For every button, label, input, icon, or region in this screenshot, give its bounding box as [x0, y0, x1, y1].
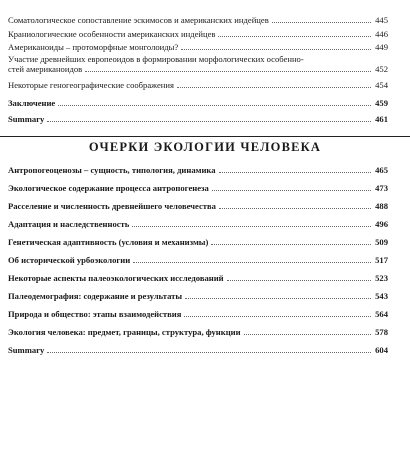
- entry-page: 578: [375, 327, 388, 337]
- dot-leader: [184, 316, 371, 317]
- entry-title: Генетическая адаптивность (условия и механизмы): [8, 237, 209, 247]
- dot-leader: [218, 36, 371, 37]
- dot-leader: [185, 298, 371, 299]
- entry-page: 496: [375, 219, 388, 229]
- entry-page: 564: [375, 309, 388, 319]
- section-divider: [0, 136, 410, 137]
- entry-title: Антропогеоценозы – сущность, типология, динамика: [8, 165, 216, 175]
- entry-title: Некоторые аспекты палеоэкологических исследований: [8, 273, 224, 283]
- dot-leader: [219, 208, 371, 209]
- dot-leader: [211, 244, 371, 245]
- entry-title: Некоторые геногеографические соображения: [8, 80, 174, 90]
- entry-page: 604: [375, 345, 388, 355]
- entry-title: Экология человека: предмет, границы, структура, функции: [8, 327, 241, 337]
- entry-page: 452: [375, 63, 388, 74]
- dot-leader: [133, 262, 371, 263]
- entry-page: 449: [375, 42, 388, 52]
- toc-entry: [8, 165, 388, 175]
- toc-entry: [8, 291, 388, 301]
- toc-entry: [8, 327, 388, 337]
- toc-entry: [8, 29, 388, 39]
- dot-leader: [47, 121, 371, 122]
- entry-title: Природа и общество: этапы взаимодействия: [8, 309, 182, 319]
- toc-entry: [8, 237, 388, 247]
- entry-page: 473: [375, 183, 388, 193]
- section-heading: ОЧЕРКИ ЭКОЛОГИИ ЧЕЛОВЕКА: [88, 140, 322, 154]
- toc-entry: [8, 183, 388, 193]
- entry-page: 446: [375, 29, 388, 39]
- dot-leader: [132, 226, 371, 227]
- dot-leader: [58, 105, 371, 106]
- toc-entry: [8, 255, 388, 265]
- dot-leader: [272, 22, 371, 23]
- entry-page: 509: [375, 237, 388, 247]
- toc-entry-wrapped: [8, 55, 388, 74]
- entry-page: 488: [375, 201, 388, 211]
- toc-entry: [8, 80, 388, 90]
- toc-entry: [8, 309, 388, 319]
- entry-title: Соматологическое сопоставление эскимосов и американских индейцев: [8, 15, 269, 25]
- toc-entry-summary: [8, 114, 388, 124]
- entry-title: Об исторической урбоэкологии: [8, 255, 131, 265]
- toc-entry: [8, 42, 388, 52]
- entry-page: 465: [375, 165, 388, 175]
- entry-page: 454: [375, 80, 388, 90]
- entry-page: 523: [375, 273, 388, 283]
- entry-page: 543: [375, 291, 388, 301]
- entry-title: Summary: [8, 114, 45, 124]
- dot-leader: [177, 87, 371, 88]
- toc-entry: [8, 219, 388, 229]
- entry-title-line2: стей американоидов: [8, 63, 83, 74]
- entry-title: Адаптация и наследственность: [8, 219, 130, 229]
- entry-title-line1: Участие древнейших европеоидов в формировании морфологических особенно-: [8, 54, 304, 64]
- dot-leader: [85, 71, 371, 72]
- entry-page: 461: [375, 114, 388, 124]
- toc-entry: [8, 201, 388, 211]
- toc-entry: [8, 345, 388, 355]
- entry-title: Summary: [8, 345, 45, 355]
- entry-title: Американоиды – протоморфные монголоиды?: [8, 42, 179, 52]
- entry-title: Палеодемография: содержание и результаты: [8, 291, 183, 301]
- dot-leader: [47, 352, 371, 353]
- entry-title: Краниологические особенности американских индейцев: [8, 29, 216, 39]
- entry-page: 517: [375, 255, 388, 265]
- entry-title: Экологическое содержание процесса антропогенеза: [8, 183, 209, 193]
- dot-leader: [212, 190, 371, 191]
- toc-entry: [8, 273, 388, 283]
- dot-leader: [227, 280, 371, 281]
- toc-entry-conclusion: [8, 98, 388, 108]
- dot-leader: [181, 49, 371, 50]
- toc-entry: [8, 15, 388, 25]
- entry-title: Заключение: [8, 98, 56, 108]
- entry-title: Расселение и численность древнейшего человечества: [8, 201, 216, 211]
- dot-leader: [219, 172, 371, 173]
- entry-page: 445: [375, 15, 388, 25]
- entry-page: 459: [375, 98, 388, 108]
- dot-leader: [244, 334, 371, 335]
